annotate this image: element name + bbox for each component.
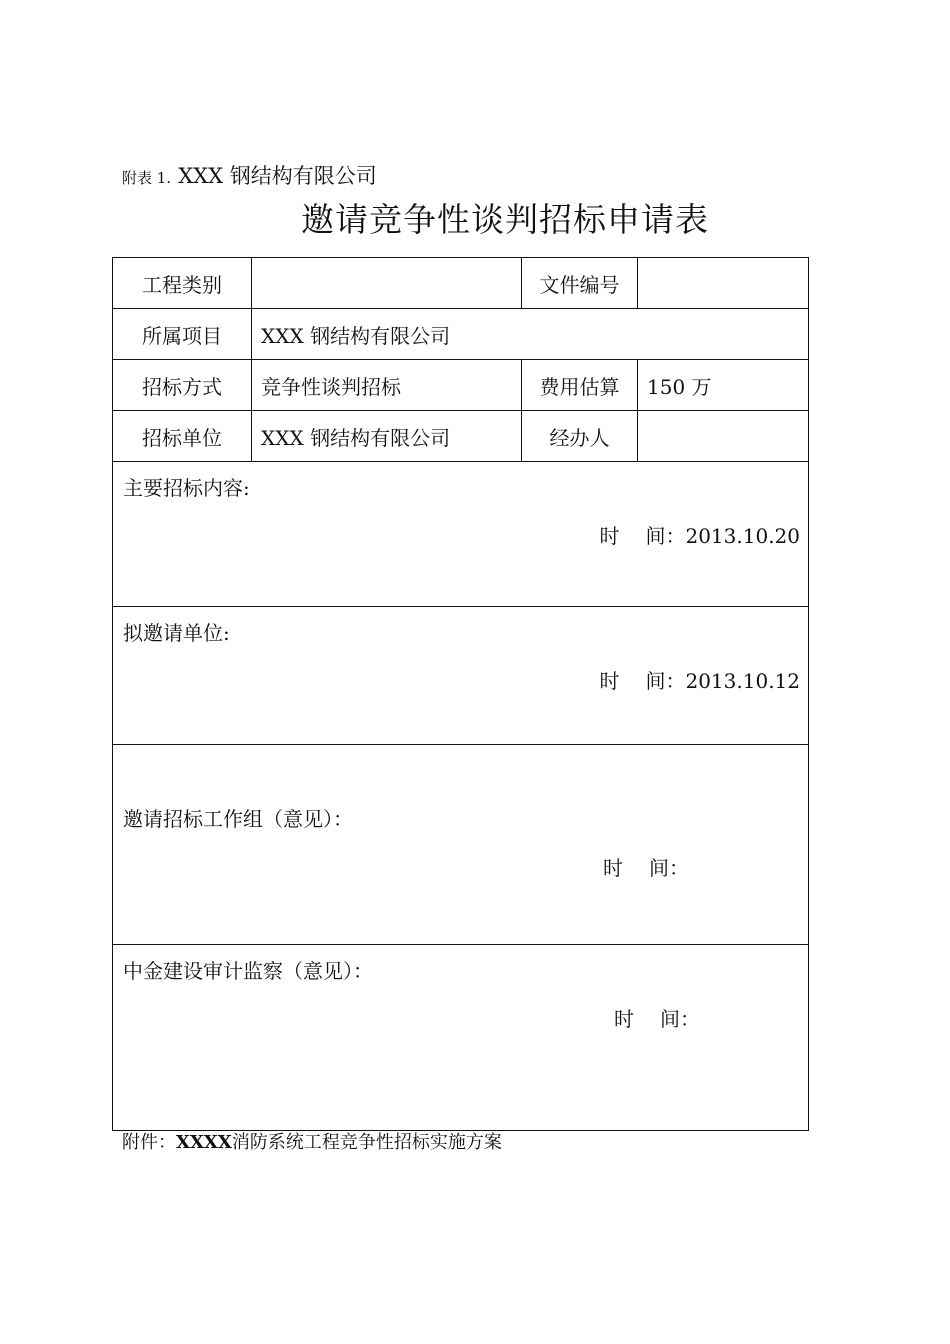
header-company-name: XXX 钢结构有限公司	[178, 164, 377, 188]
date-invited-units: 2013.10.12	[685, 669, 800, 693]
field-working-group-opinion[interactable]	[113, 745, 809, 945]
field-main-content[interactable]	[113, 462, 809, 607]
label-main-content: 主要招标内容:	[123, 476, 250, 500]
application-form-table	[112, 257, 809, 1131]
document-title: 邀请竞争性谈判招标申请表	[301, 200, 709, 239]
label-audit-opinion: 中金建设审计监察（意见）：	[123, 959, 373, 983]
label-project-category: 工程类别	[113, 258, 252, 309]
section-working-group	[113, 745, 809, 945]
section-invited-units	[113, 607, 809, 745]
label-bidding-unit: 招标单位	[113, 411, 252, 462]
label-working-group-opinion: 邀请招标工作组（意见）：	[123, 807, 353, 831]
label-document-number: 文件编号	[522, 258, 638, 309]
field-project[interactable]: XXX 钢结构有限公司	[252, 309, 809, 360]
field-document-number[interactable]	[638, 258, 809, 309]
field-audit-opinion[interactable]	[113, 945, 809, 1131]
label-project: 所属项目	[113, 309, 252, 360]
row-project-category	[113, 258, 809, 309]
date-main-content: 2013.10.20	[685, 524, 800, 548]
field-handler[interactable]	[638, 411, 809, 462]
field-project-category[interactable]	[252, 258, 522, 309]
time-line-audit: 时 间：	[614, 1007, 700, 1031]
row-bidding-unit	[113, 411, 809, 462]
label-cost-estimate: 费用估算	[522, 360, 638, 411]
section-main-content	[113, 462, 809, 607]
attachment-prefix: 附表 1.	[122, 169, 172, 187]
row-project	[113, 309, 809, 360]
time-line-working-group: 时 间：	[603, 856, 689, 880]
label-bidding-method: 招标方式	[113, 360, 252, 411]
attachment-note	[122, 1128, 502, 1154]
time-line-invited-units: 时 间：2013.10.12	[599, 669, 800, 693]
field-bidding-method[interactable]: 竞争性谈判招标	[252, 360, 522, 411]
attachment-note-code: XXXX	[176, 1132, 232, 1153]
attachment-header	[122, 160, 377, 190]
field-bidding-unit[interactable]: XXX 钢结构有限公司	[252, 411, 522, 462]
attachment-note-prefix: 附件：	[122, 1132, 176, 1153]
section-audit	[113, 945, 809, 1131]
time-line-main-content: 时 间：2013.10.20	[599, 524, 800, 548]
attachment-note-text: 消防系统工程竞争性招标实施方案	[231, 1132, 502, 1153]
label-handler: 经办人	[522, 411, 638, 462]
field-cost-estimate[interactable]: 150 万	[638, 360, 809, 411]
field-invited-units[interactable]	[113, 607, 809, 745]
row-bidding-method	[113, 360, 809, 411]
label-invited-units: 拟邀请单位:	[123, 621, 230, 645]
